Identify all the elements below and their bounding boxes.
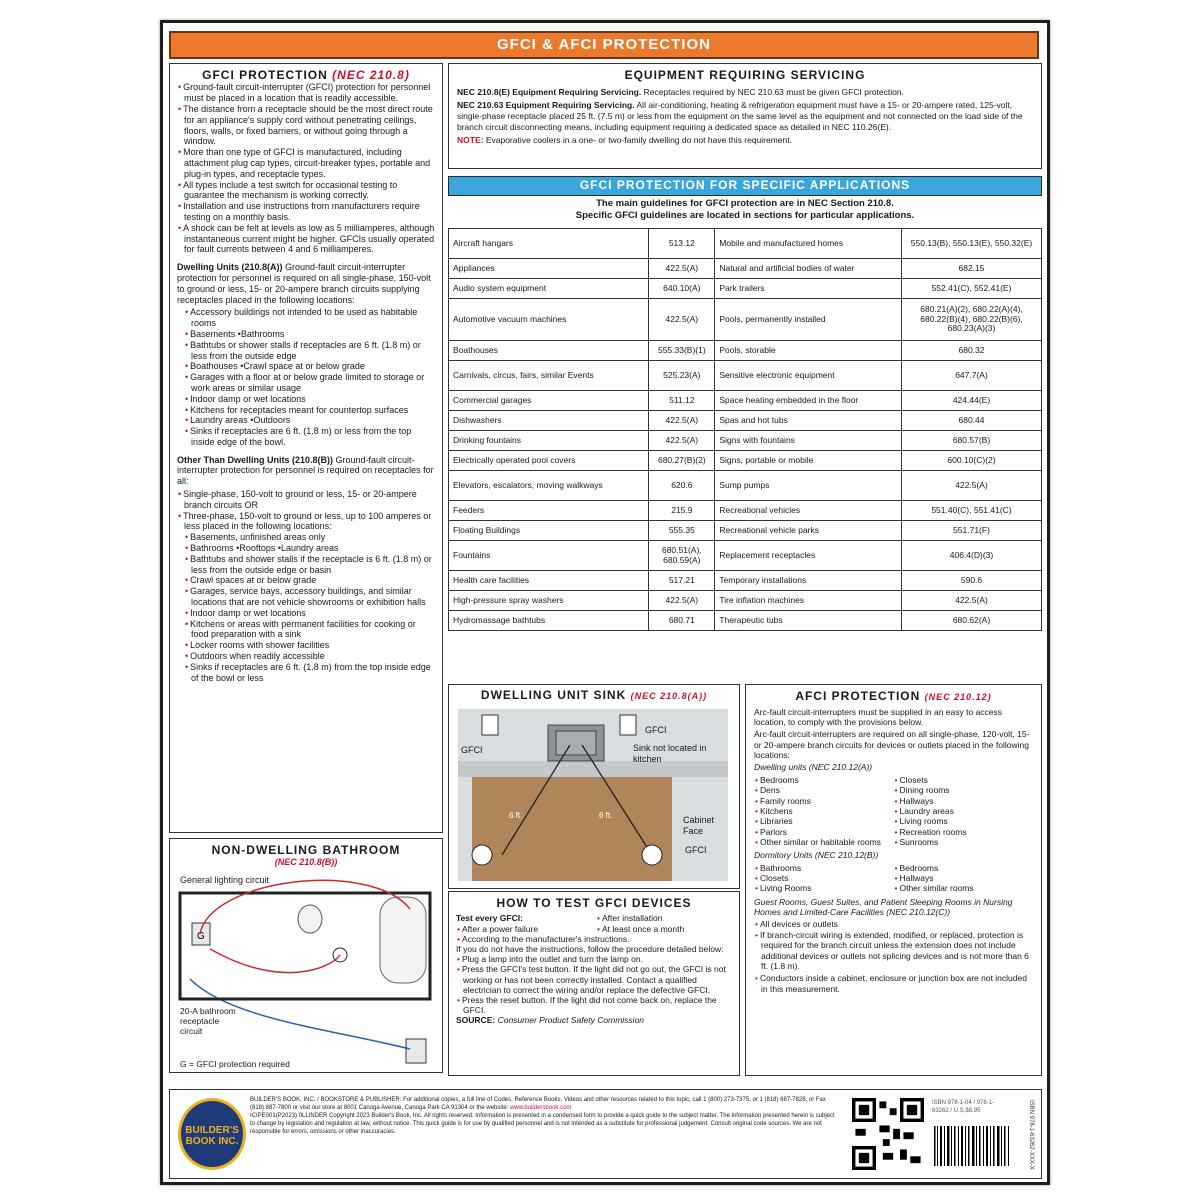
equipment-note-label: NOTE: bbox=[457, 134, 484, 145]
dwelling-location-item: • Accessory buildings not intended to be used as habitable rooms bbox=[177, 307, 435, 329]
afci-dorm-list bbox=[754, 863, 1033, 894]
afci-dorm-col-1 bbox=[754, 863, 894, 894]
application-name: Fountains bbox=[449, 541, 649, 571]
specific-applications-title: GFCI PROTECTION FOR SPECIFIC APPLICATIONS bbox=[448, 176, 1042, 196]
application-name: Drinking fountains bbox=[449, 431, 649, 451]
equipment-paragraph-1 bbox=[457, 87, 1033, 98]
test-col1-list bbox=[456, 924, 592, 934]
sink-gfci-label-1: GFCI bbox=[461, 745, 483, 755]
afci-dwelling-list bbox=[754, 775, 1033, 848]
other-units-heading bbox=[177, 455, 435, 487]
sink-not-in-kitchen-label: Sink not located in kitchen bbox=[633, 743, 707, 764]
afci-dwelling-location: • Sunrooms bbox=[894, 837, 1034, 847]
gfci-bullet-item: • The distance from a receptacle should be the most direct route for an appliance's supply cord without penetrating ceilings, floors, walls, or fixed barriers, or without going through a window. bbox=[177, 104, 435, 147]
dwelling-location-item: • Basements •Bathrooms bbox=[177, 329, 435, 340]
application-name: Space heating embedded in the floor bbox=[715, 391, 902, 411]
application-name: Boathouses bbox=[449, 341, 649, 361]
test-schedule-item: • At least once a month bbox=[596, 924, 732, 934]
nec-reference: 215.9 bbox=[649, 501, 715, 521]
afci-dwelling-col-2 bbox=[894, 775, 1034, 848]
application-name: Commercial garages bbox=[449, 391, 649, 411]
application-name: Sensitive electronic equipment bbox=[715, 361, 902, 391]
application-name: Carnivals, circus, fairs, similar Events bbox=[449, 361, 649, 391]
table-row bbox=[449, 361, 1042, 391]
other-location-item: • Basements, unfinished areas only bbox=[177, 532, 435, 543]
nec-reference: 551.71(F) bbox=[902, 521, 1042, 541]
table-row bbox=[449, 611, 1042, 631]
dwelling-location-item: • Garages with a floor at or below grade limited to storage or work areas or similar usage bbox=[177, 372, 435, 394]
dwelling-location-item: • Laundry areas •Outdoors bbox=[177, 415, 435, 426]
test-title: HOW TO TEST GFCI DEVICES bbox=[496, 896, 692, 910]
test-intro-item: • According to the manufacturer's instructions. bbox=[456, 934, 732, 944]
afci-paragraph-2: Arc-fault circuit-interrupters are required on all single-phase, 120-volt, 15- or 20-ampere branch circuits for devices or outlets placed in the following locations: bbox=[754, 729, 1030, 761]
dwelling-location-item: • Kitchens for receptacles meant for countertop surfaces bbox=[177, 405, 435, 416]
footer-line-2: ICIPE001(P2023) 0LLINDER Copyright 2023 Builder's Book, Inc. All rights reserved. Information is presented in a condensed form to provide a quick guide to the subject matter. The information presented herein is subject to change by legislation and regulation at law, without notice. This quick guide is for use by qualified personnel and is not intended as a substitute for professional judgement. Consult original code sources. We are not responsible for errors, omissions or other inaccuracies. bbox=[250, 1113, 835, 1136]
table-row bbox=[449, 431, 1042, 451]
table-intro-line-1: The main guidelines for GFCI protection are in NEC Section 210.8. bbox=[596, 198, 894, 209]
application-name: Audio system equipment bbox=[449, 279, 649, 299]
receptacle-left-icon bbox=[482, 715, 498, 735]
gfci-bullet-item: • More than one type of GFCI is manufactured, including attachment plug cap types, circuit-breaker types, portable and plug-in types, and receptacle types. bbox=[177, 147, 435, 179]
table-row bbox=[449, 391, 1042, 411]
afci-title-row bbox=[754, 689, 1033, 704]
nec-reference: 422.5(A) bbox=[649, 411, 715, 431]
test-steps-list bbox=[456, 954, 732, 1015]
receptacle-circuit-label: 20-A bathroom receptacle circuit bbox=[180, 1006, 236, 1036]
application-name: Health care facilities bbox=[449, 571, 649, 591]
afci-dwelling-heading: Dwelling units (NEC 210.12(A)) bbox=[754, 762, 873, 773]
publisher-footer bbox=[169, 1089, 1042, 1179]
nec-reference: 422.5(A) bbox=[902, 591, 1042, 611]
main-title: GFCI & AFCI PROTECTION bbox=[169, 31, 1039, 59]
nec-reference: 680.51(A), 680.59(A) bbox=[649, 541, 715, 571]
table-intro-line-2: Specific GFCI guidelines are located in sections for particular applications. bbox=[575, 209, 915, 221]
other-location-item: • Indoor damp or wet locations bbox=[177, 608, 435, 619]
builders-book-logo: BUILDER'S BOOK INC. bbox=[178, 1098, 246, 1170]
footer-text bbox=[250, 1096, 840, 1136]
sink-distance-1: 6 ft. bbox=[509, 811, 523, 820]
application-name: Recreational vehicle parks bbox=[715, 521, 902, 541]
sink-gfci-label-3: GFCI bbox=[685, 845, 707, 855]
afci-dorm-location: • Bedrooms bbox=[894, 863, 1034, 873]
toilet-icon bbox=[298, 905, 322, 933]
test-source-text: Consumer Product Safety Commission bbox=[497, 1015, 645, 1026]
application-name: Park trailers bbox=[715, 279, 902, 299]
gfci-bullet-item: • A shock can be felt at levels as low as 5 milliamperes, although instantaneous current might be higher. GFCIs usually operated for fault currents between 4 and 6 milliamperes. bbox=[177, 223, 435, 255]
application-name: Signs with fountains bbox=[715, 431, 902, 451]
table-row bbox=[449, 299, 1042, 341]
application-name: Recreational vehicles bbox=[715, 501, 902, 521]
barcode-icon bbox=[932, 1126, 1012, 1172]
application-name: Pools, storable bbox=[715, 341, 902, 361]
non-dwelling-nec: (NEC 210.8(B)) bbox=[274, 857, 338, 867]
nec-reference: 422.5(A) bbox=[902, 471, 1042, 501]
application-name: Tire inflation machines bbox=[715, 591, 902, 611]
nec-reference: 555.33(B)(1) bbox=[649, 341, 715, 361]
nec-reference: 551.40(C), 551.41(C) bbox=[902, 501, 1042, 521]
application-name: Floating Buildings bbox=[449, 521, 649, 541]
afci-dwelling-location: • Other similar or habitable rooms bbox=[754, 837, 894, 847]
dwelling-unit-sink-panel bbox=[448, 684, 740, 889]
gfci-bullet-item: • Installation and use instructions from manufacturers require testing on a monthly basis. bbox=[177, 201, 435, 223]
test-gfci-panel bbox=[448, 891, 740, 1076]
table-row bbox=[449, 451, 1042, 471]
equipment-paragraph-2 bbox=[457, 100, 1033, 133]
other-location-item: • Kitchens or areas with permanent facilities for cooking or food preparation with a sink bbox=[177, 619, 435, 641]
gfci-protection-heading: GFCI PROTECTION bbox=[202, 68, 328, 82]
equipment-p2-text: All air-conditioning, heating & refrigeration equipment must have a 15- or 20-ampere rated, 125-volt, single-phase receptacle placed 25 ft. (7.5 m) or less from the equipment on the same level as the equipment and not connected on the load side of the branch circuit disconnecting means, including equipment requiring a dedicated space as detailed in NEC 110.26(E). bbox=[457, 99, 1023, 132]
nec-reference: 680.44 bbox=[902, 411, 1042, 431]
nec-reference: 424.44(E) bbox=[902, 391, 1042, 411]
other-location-item: • Sinks if receptacles are 6 ft. (1.8 m) from the top inside edge of the bowl or less bbox=[177, 662, 435, 684]
table-intro bbox=[448, 198, 1042, 222]
test-step-item: • Press the GFCI's test button. If the light did not go out, the GFCI is not working or has not been correctly installed. Contact a qualified electrician to correct the wiring and/or replace the defective GFCI. bbox=[456, 964, 732, 995]
non-dwelling-title: NON-DWELLING BATHROOM bbox=[211, 843, 401, 857]
nec-reference: 680.57(B) bbox=[902, 431, 1042, 451]
other-location-item: • Crawl spaces at or below grade bbox=[177, 575, 435, 586]
application-name: Feeders bbox=[449, 501, 649, 521]
afci-protection-panel bbox=[745, 684, 1042, 1076]
afci-guest-heading: Guest Rooms, Guest Suites, and Patient Sleeping Rooms in Nursing Homes and Limited-Care Facilities (NEC 210.12(C)) bbox=[754, 896, 1013, 918]
application-name: Spas and hot tubs bbox=[715, 411, 902, 431]
afci-paragraph-4: • Conductors inside a cabinet, enclosure or junction box are not included in this measurement. bbox=[754, 973, 1033, 994]
test-step-item: • Press the reset button. If the light did not come back on, replace the GFCI. bbox=[456, 995, 732, 1015]
nec-reference: 517.21 bbox=[649, 571, 715, 591]
nec-reference: 680.27(B)(2) bbox=[649, 451, 715, 471]
application-name: Automotive vacuum machines bbox=[449, 299, 649, 341]
table-row bbox=[449, 501, 1042, 521]
gfci-legend: G = GFCI protection required bbox=[180, 1059, 290, 1069]
afci-guest-item: • All devices or outlets bbox=[754, 919, 1033, 929]
nec-reference: 620.6 bbox=[649, 471, 715, 501]
afci-dwelling-location: • Living rooms bbox=[894, 816, 1034, 826]
test-intro-list bbox=[456, 934, 732, 944]
equipment-p2-head: NEC 210.63 Equipment Requiring Servicing. bbox=[457, 99, 635, 110]
sink-gfci-label-2: GFCI bbox=[645, 725, 667, 735]
application-name: Replacement receptacles bbox=[715, 541, 902, 571]
footer-line-1: BUILDER'S BOOK, INC. / BOOKSTORE & PUBLISHER: For additional copies, a full line of Codes, Reference Books, Videos and other resources related to this topic, call 1 (800) 273-7375, or 1 (818) 887-7828, or Fax (818) 887-7800 or visit our store at 8001 Canoga Avenue, Canoga Park CA 91304 or the website: bbox=[250, 1097, 826, 1112]
nec-reference: 552.41(C), 552.41(E) bbox=[902, 279, 1042, 299]
application-name: Dishwashers bbox=[449, 411, 649, 431]
nec-reference: 647.7(A) bbox=[902, 361, 1042, 391]
sink-diagram bbox=[452, 705, 738, 885]
nec-reference: 680.32 bbox=[902, 341, 1042, 361]
sink-nec: (NEC 210.8(A)) bbox=[630, 691, 708, 701]
table-row bbox=[449, 259, 1042, 279]
nec-reference: 422.5(A) bbox=[649, 299, 715, 341]
nec-reference: 680.71 bbox=[649, 611, 715, 631]
other-units-bullet: • Single-phase, 150-volt to ground or less, 15- or 20-ampere branch circuits OR bbox=[177, 489, 435, 511]
non-dwelling-bathroom-panel bbox=[169, 838, 443, 1073]
application-name: Natural and artificial bodies of water bbox=[715, 259, 902, 279]
nec-reference: 525.23(A) bbox=[649, 361, 715, 391]
other-bullets-list bbox=[177, 489, 435, 532]
nec-reference: 406.4(D)(3) bbox=[902, 541, 1042, 571]
other-units-bullet: • Three-phase, 150-volt to ground or less, up to 100 amperes or less placed in the following locations: bbox=[177, 511, 435, 533]
table-row bbox=[449, 571, 1042, 591]
nec-reference: 680.21(A)(2), 680.22(A)(4), 680.22(B)(4), 680.22(B)(6), 680.23(A)(3) bbox=[902, 299, 1042, 341]
bathroom-diagram bbox=[170, 869, 442, 1069]
dwelling-location-item: • Boathouses •Crawl space at or below grade bbox=[177, 361, 435, 372]
other-location-item: • Outdoors when readily accessible bbox=[177, 651, 435, 662]
test-col2-list bbox=[596, 913, 732, 933]
application-name: Sump pumps bbox=[715, 471, 902, 501]
lighting-circuit-label: General lighting circuit bbox=[180, 875, 270, 885]
afci-dorm-col-2 bbox=[894, 863, 1034, 894]
test-schedule-col-1 bbox=[456, 913, 592, 933]
nec-reference: 513.12 bbox=[649, 229, 715, 259]
isbn-text: ISBN 978-1-63262-XXX-X bbox=[1028, 1100, 1034, 1170]
afci-dorm-location: • Bathrooms bbox=[754, 863, 894, 873]
afci-dwelling-location: • Dens bbox=[754, 785, 894, 795]
application-name: Electrically operated pool covers bbox=[449, 451, 649, 471]
gfci-bullet-item: • Ground-fault circuit-interrupter (GFCI) protection for personnel must be placed in a location that is readily accessible. bbox=[177, 82, 435, 104]
other-items-list bbox=[177, 532, 435, 683]
test-step-item: • Plug a lamp into the outlet and turn the lamp on. bbox=[456, 954, 732, 964]
dwelling-units-intro: Ground-fault circuit-interrupter protection for personnel is required on all single-phase, 150-volt to ground or less, 15- or 20-ampere branch circuits supplying receptacles placed in the following locations: bbox=[177, 262, 431, 305]
dwelling-units-heading bbox=[177, 262, 435, 305]
dwelling-location-item: • Sinks if receptacles are 6 ft. (1.8 m) or less from the top inside edge of the bowl. bbox=[177, 426, 435, 448]
dwelling-items-list bbox=[177, 307, 435, 447]
nec-reference: 422.5(A) bbox=[649, 431, 715, 451]
afci-dwelling-location: • Hallways bbox=[894, 796, 1034, 806]
table-row bbox=[449, 341, 1042, 361]
application-name: Aircraft hangars bbox=[449, 229, 649, 259]
gfci-protection-panel bbox=[169, 63, 443, 833]
nec-reference: 640.10(A) bbox=[649, 279, 715, 299]
afci-nec: (NEC 210.12) bbox=[924, 692, 992, 702]
table-row bbox=[449, 279, 1042, 299]
application-name: Therapeutic tubs bbox=[715, 611, 902, 631]
bathtub-icon bbox=[380, 897, 426, 983]
equipment-p1-text: Receptacles required by NEC 210.63 must be given GFCI protection. bbox=[643, 86, 904, 97]
equipment-title: EQUIPMENT REQUIRING SERVICING bbox=[624, 68, 866, 82]
sink-title: DWELLING UNIT SINK bbox=[480, 688, 627, 702]
afci-dwelling-location: • Kitchens bbox=[754, 806, 894, 816]
test-schedule bbox=[456, 913, 732, 933]
table-row bbox=[449, 411, 1042, 431]
afci-dwelling-location: • Family rooms bbox=[754, 796, 894, 806]
nec-reference: 590.6 bbox=[902, 571, 1042, 591]
table-row bbox=[449, 541, 1042, 571]
table-row bbox=[449, 521, 1042, 541]
gfci-protection-nec: (NEC 210.8) bbox=[332, 68, 410, 82]
afci-dwelling-location: • Laundry areas bbox=[894, 806, 1034, 816]
application-name: Appliances bbox=[449, 259, 649, 279]
nec-reference: 511.12 bbox=[649, 391, 715, 411]
other-location-item: • Garages, service bays, accessory buildings, and similar locations that are not vehicle showrooms or exhibition halls bbox=[177, 586, 435, 608]
dwelling-location-item: • Indoor damp or wet locations bbox=[177, 394, 435, 405]
table-row bbox=[449, 591, 1042, 611]
test-schedule-item: • After installation bbox=[596, 913, 732, 923]
afci-dorm-location: • Closets bbox=[754, 873, 894, 883]
table-row bbox=[449, 229, 1042, 259]
upc-text: ISBN 978-1-04 / 978-1-63262 / U.S.$8.95 bbox=[932, 1100, 995, 1114]
test-schedule-item: • After a power failure bbox=[456, 924, 592, 934]
gfci-bullet-item: • All types include a test switch for occasional testing to guarantee the mechanism is working correctly. bbox=[177, 180, 435, 202]
application-name: Pools, permanently installed bbox=[715, 299, 902, 341]
application-name: High-pressure spray washers bbox=[449, 591, 649, 611]
application-name: Signs, portable or mobile bbox=[715, 451, 902, 471]
afci-dwelling-location: • Recreation rooms bbox=[894, 827, 1034, 837]
test-every-label: Test every GFCI: bbox=[456, 913, 523, 924]
receptacle-right-icon bbox=[620, 715, 636, 735]
nec-reference: 682.15 bbox=[902, 259, 1042, 279]
nec-reference: 422.5(A) bbox=[649, 591, 715, 611]
footer-website-link[interactable]: www.buildersbook.com bbox=[510, 1105, 572, 1112]
nec-reference: 555.35 bbox=[649, 521, 715, 541]
afci-dorm-location: • Living Rooms bbox=[754, 883, 894, 893]
equipment-servicing-panel bbox=[448, 63, 1042, 169]
test-source-label: SOURCE: bbox=[456, 1015, 496, 1026]
other-units-intro: Ground-fault circuit-interrupter protection for personnel is required on receptacles for all: bbox=[177, 454, 434, 487]
qr-code-icon bbox=[852, 1098, 924, 1170]
svg-text:G: G bbox=[197, 931, 205, 942]
gfci-protection-title bbox=[177, 68, 435, 82]
dwelling-location-item: • Bathtubs or shower stalls if receptacles are 6 ft. (1.8 m) or less from the outside edge bbox=[177, 340, 435, 362]
afci-dwelling-location: • Parlors bbox=[754, 827, 894, 837]
nec-reference: 600.10(C)(2) bbox=[902, 451, 1042, 471]
equipment-note-text: Evaporative coolers in a one- or two-family dwelling do not have this requirement. bbox=[485, 134, 792, 145]
application-name: Mobile and manufactured homes bbox=[715, 229, 902, 259]
test-if-no-instructions: If you do not have the instructions, follow the procedure detailed below: bbox=[456, 943, 724, 954]
cabinet-face-label: Cabinet Face bbox=[683, 815, 715, 836]
sink-title-row bbox=[449, 688, 739, 702]
afci-dwelling-location: • Closets bbox=[894, 775, 1034, 785]
afci-title: AFCI PROTECTION bbox=[795, 689, 921, 703]
application-name: Hydromassage bathtubs bbox=[449, 611, 649, 631]
gfci-applications-table bbox=[448, 228, 1042, 631]
other-location-item: • Bathrooms •Rooftops •Laundry areas bbox=[177, 543, 435, 554]
afci-dorm-location: • Other similar rooms bbox=[894, 883, 1034, 893]
nec-reference: 422.5(A) bbox=[649, 259, 715, 279]
application-name: Elevators, escalators, moving walkways bbox=[449, 471, 649, 501]
afci-paragraph-1: Arc-fault circuit-interrupters must be supplied in an easy to access location, to comply with the provisions below. bbox=[754, 706, 1003, 727]
application-name: Temporary installations bbox=[715, 571, 902, 591]
sink-distance-2: 6 ft. bbox=[599, 811, 613, 820]
test-source bbox=[456, 1015, 732, 1025]
afci-dorm-heading: Dormitory Units (NEC 210.12(B)) bbox=[754, 850, 879, 861]
afci-dwelling-location: • Libraries bbox=[754, 816, 894, 826]
nec-reference: 550.13(B), 550.13(E), 550.32(E) bbox=[902, 229, 1042, 259]
other-units-head: Other Than Dwelling Units (210.8(B)) bbox=[177, 454, 334, 465]
reference-sheet bbox=[160, 20, 1050, 1185]
other-location-item: • Bathtubs and shower stalls if the receptacle is 6 ft. (1.8 m) or less from the outside edge or basin bbox=[177, 554, 435, 576]
equipment-note bbox=[457, 135, 1033, 146]
afci-dwelling-location: • Bedrooms bbox=[754, 775, 894, 785]
dwelling-units-head: Dwelling Units (210.8(A)) bbox=[177, 262, 283, 273]
afci-dwelling-col-1 bbox=[754, 775, 894, 848]
afci-dorm-location: • Hallways bbox=[894, 873, 1034, 883]
equipment-p1-head: NEC 210.8(E) Equipment Requiring Servicing. bbox=[457, 86, 642, 97]
other-location-item: • Locker rooms with shower facilities bbox=[177, 640, 435, 651]
gfci-bullet-list bbox=[177, 82, 435, 255]
table-row bbox=[449, 471, 1042, 501]
afci-dwelling-location: • Dining rooms bbox=[894, 785, 1034, 795]
nec-reference: 680.62(A) bbox=[902, 611, 1042, 631]
afci-paragraph-3: • If branch-circuit wiring is extended, modified, or replaced, protection is required for the branch circuit unless the extension does not include additional devices or outlets not splicing devices and is not more than 6 ft. (1.8 m). bbox=[754, 930, 1033, 971]
